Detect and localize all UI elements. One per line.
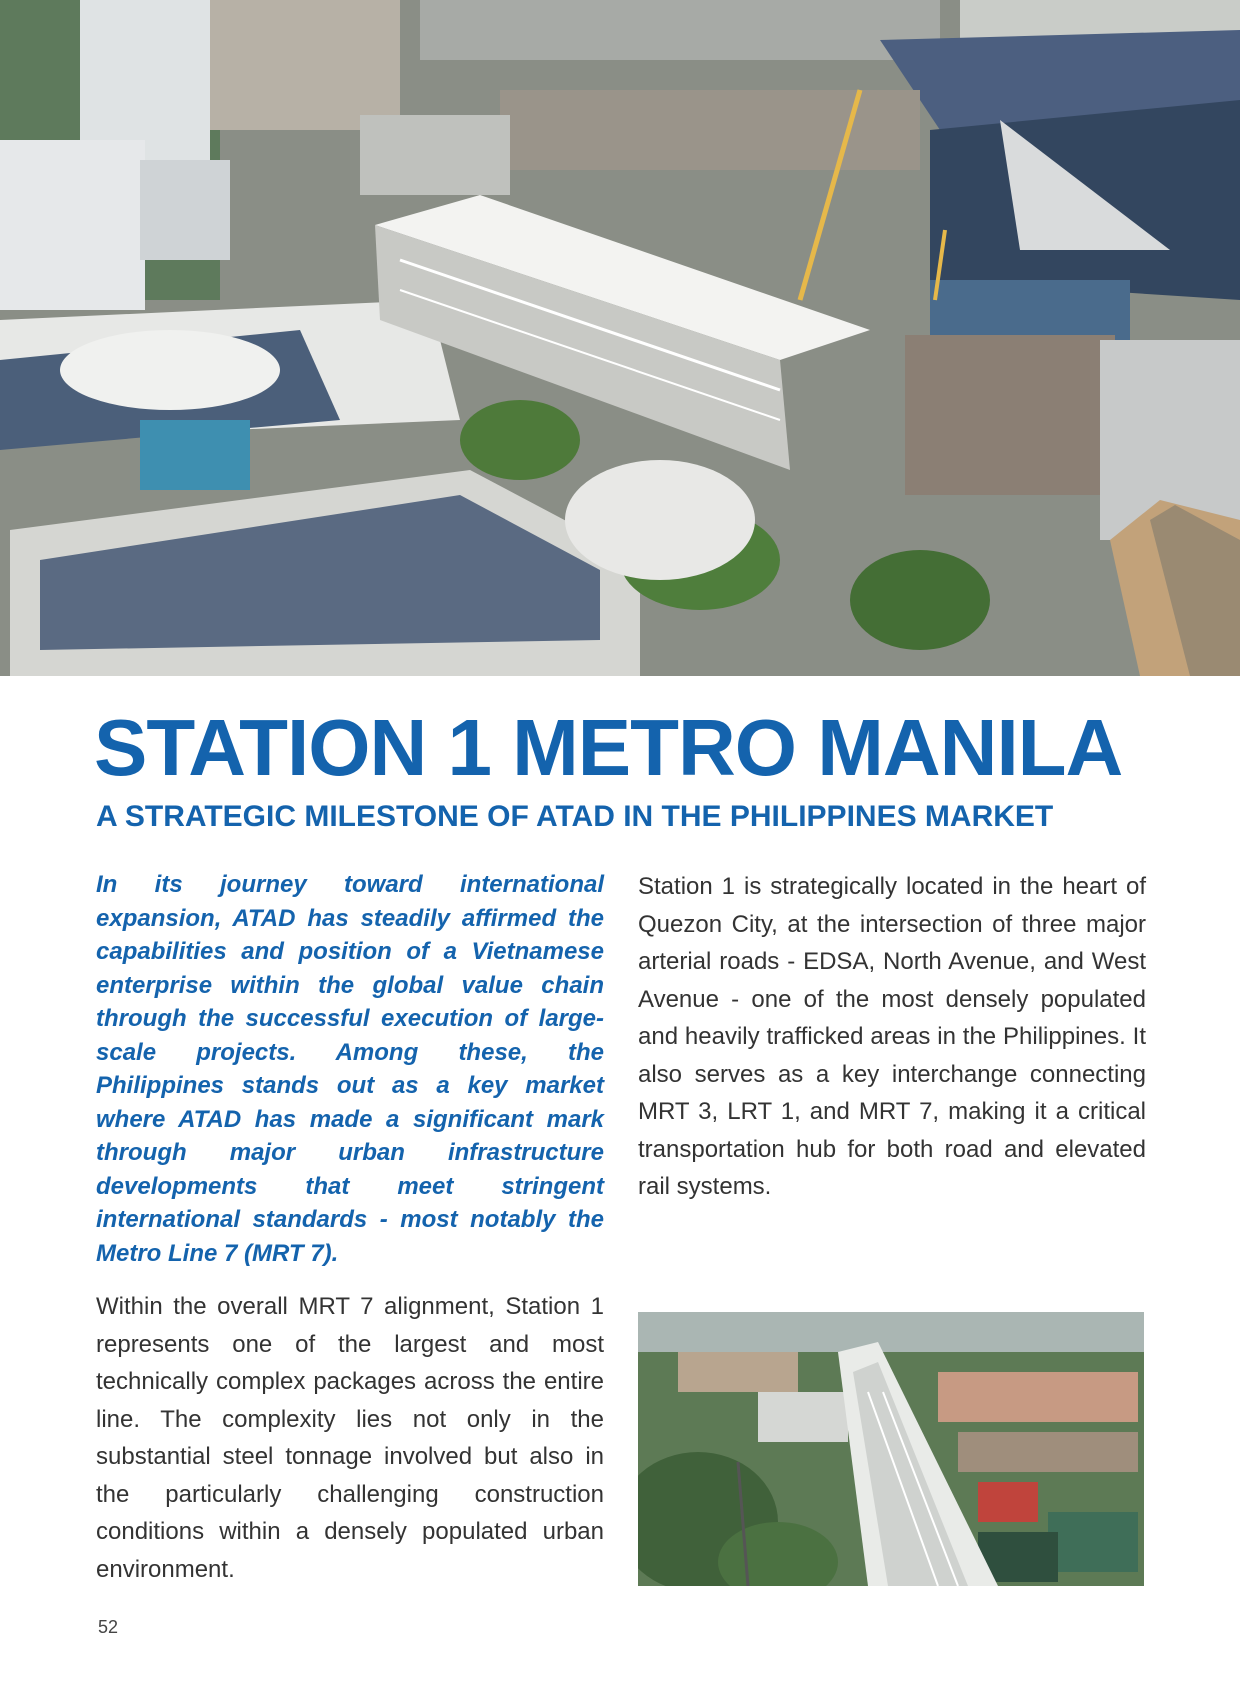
body-paragraph-left: Within the overall MRT 7 alignment, Station 1 represents one of the largest and most technically complex packages across the entire line. The complexity lies not only in the substantial steel tonnage involved but also in the particularly challenging construction conditions within a densely populated urban environment.	[96, 1293, 604, 1583]
lead-paragraph: In its journey toward international expansion, ATAD has steadily affirmed the capabilities and position of a Vietnamese enterprise within the global value chain through the successful execution of large-scale projects. Among these, the Philippines stands out as a key market where ATAD has made a significant mark through major urban infrastructure developments that meet stringent international standards - most notably the Metro Line 7 (MRT 7).	[96, 871, 604, 1267]
body-paragraph-right: Station 1 is strategically located in the heart of Quezon City, at the intersection of three major arterial roads - EDSA, North Avenue, and West Avenue - one of the most densely populated and heavily trafficked areas in the Philippines. It also serves as a key interchange connecting MRT 3, LRT 1, and MRT 7, making it a critical transportation hub for both road and elevated rail systems.	[638, 873, 1146, 1200]
page-number: 52	[98, 1617, 119, 1637]
page-title: STATION 1 METRO MANILA	[94, 703, 1123, 792]
page-subtitle: A STRATEGIC MILESTONE OF ATAD IN THE PHILIPPINES MARKET	[96, 800, 1054, 833]
hero-aerial-photo	[0, 0, 1240, 676]
station-construction-photo	[638, 1312, 1144, 1586]
